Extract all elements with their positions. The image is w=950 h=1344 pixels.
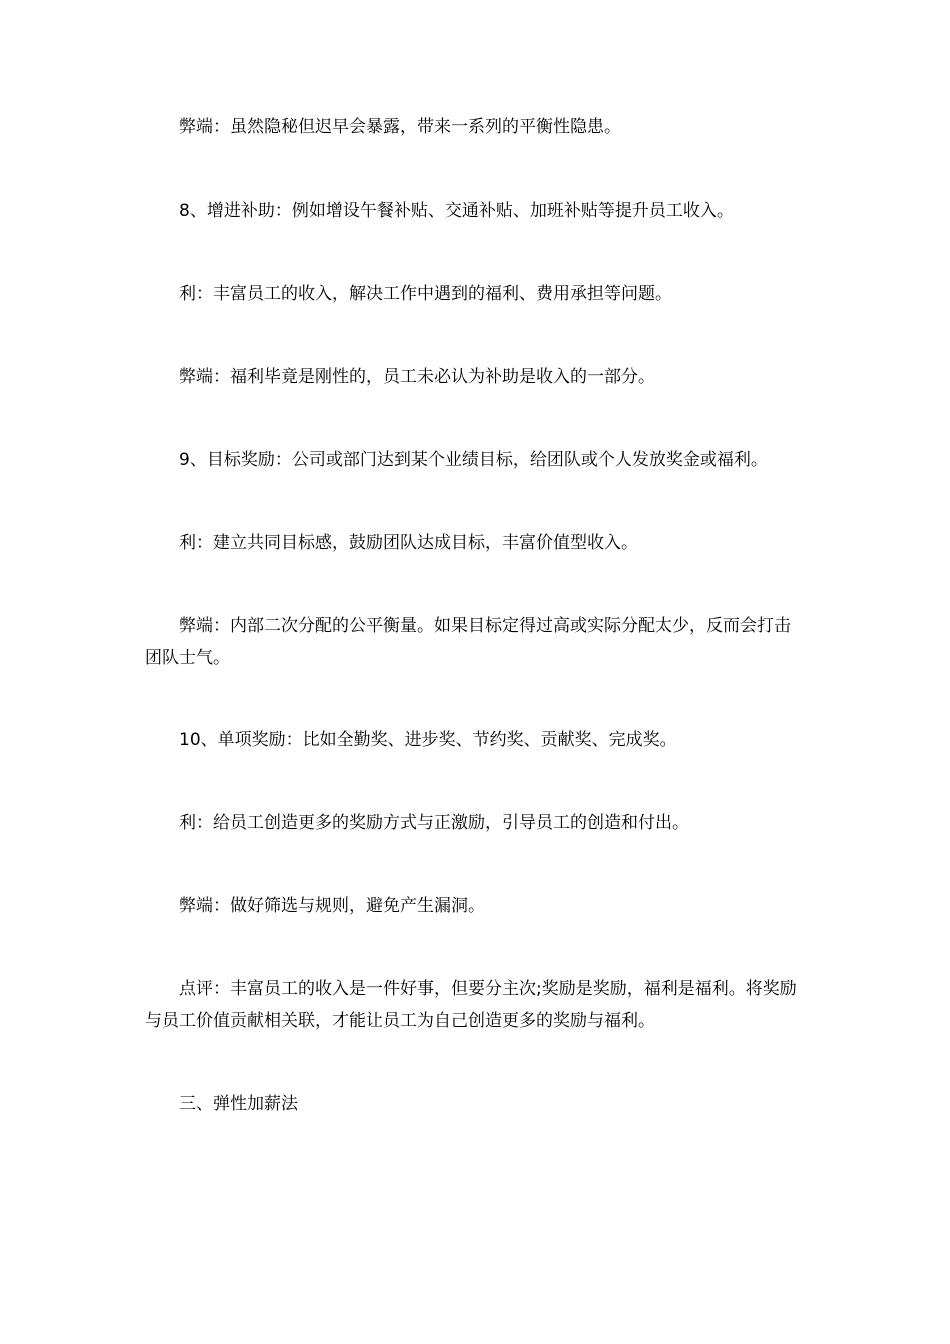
paragraph-item-9: 9、目标奖励：公司或部门达到某个业绩目标，给团队或个人发放奖金或福利。: [179, 450, 768, 470]
paragraph-drawback-8: 弊端：福利毕竟是刚性的，员工未必认为补助是收入的一部分。: [179, 367, 655, 387]
paragraph-drawback-10: 弊端：做好筛选与规则，避免产生漏洞。: [179, 896, 485, 916]
paragraph-benefit-9: 利：建立共同目标感，鼓励团队达成目标，丰富价值型收入。: [179, 533, 638, 553]
paragraph-drawback-1: 弊端：虽然隐秘但迟早会暴露，带来一系列的平衡性隐患。: [179, 117, 621, 137]
paragraph-benefit-10: 利：给员工创造更多的奖励方式与正激励，引导员工的创造和付出。: [179, 813, 689, 833]
paragraph-commentary: 点评：丰富员工的收入是一件好事，但要分主次;奖励是奖励，福利是福利。将奖励与员工价值贡献相关联，才能让员工为自己创造更多的奖励与福利。: [145, 979, 797, 1031]
paragraph-item-8: 8、增进补助：例如增设午餐补贴、交通补贴、加班补贴等提升员工收入。: [179, 201, 734, 221]
paragraph-drawback-9: 弊端：内部二次分配的公平衡量。如果目标定得过高或实际分配太少，反而会打击团队士气。: [145, 616, 791, 668]
paragraph-benefit-8: 利：丰富员工的收入，解决工作中遇到的福利、费用承担等问题。: [179, 284, 672, 304]
section-heading-flexible-raise: 三、弹性加薪法: [179, 1094, 298, 1114]
paragraph-item-10: 10、单项奖励：比如全勤奖、进步奖、节约奖、贡献奖、完成奖。: [179, 730, 677, 750]
